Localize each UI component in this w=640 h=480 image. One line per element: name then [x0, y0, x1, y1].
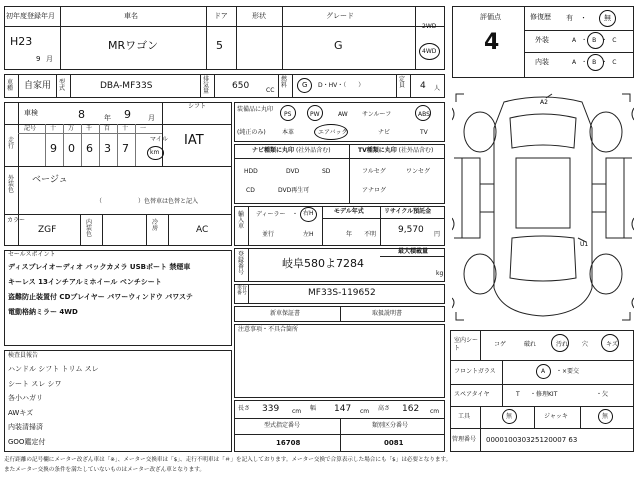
shift-label: シフト: [188, 103, 207, 110]
ac-label: 冷房: [152, 219, 159, 232]
equip-airbag-circle: [314, 124, 348, 140]
inspect-year: 8: [78, 108, 85, 121]
cc-unit: CC: [266, 87, 275, 94]
exterior-b-circle: [587, 32, 604, 49]
seat-item: 破れ: [524, 341, 537, 348]
interior-label: 内装: [535, 58, 549, 66]
class: 0081: [384, 439, 404, 447]
exterior-label: 外装: [535, 36, 549, 44]
color-no: ZGF: [38, 225, 57, 235]
chassis-label: 車台番号: [237, 285, 248, 296]
score-value: 4: [484, 30, 500, 55]
height: 162: [402, 404, 420, 414]
equipment-item: ナビ: [378, 129, 391, 136]
int-color-label: 内装色: [86, 219, 93, 238]
mark-a2: A2: [540, 99, 548, 106]
color-note: （ ）色替車は色替と記入: [96, 198, 199, 205]
warranty: 新車保証書: [270, 310, 301, 317]
repair-label: 修復歴: [530, 13, 551, 21]
footer-line2: またメーター交換の条件を満たしていないものはメーター改ざん車となります。: [4, 467, 205, 473]
ac: AC: [196, 225, 209, 235]
inspector-line: ハンドル シフト トリム スレ: [8, 365, 99, 373]
capacity-label: 定員: [399, 76, 406, 89]
equip-pw-circle: [307, 105, 323, 121]
doors: 5: [216, 39, 223, 52]
equipment-label: 装備品に丸印: [237, 106, 274, 113]
seat-item: 汚れ: [556, 341, 569, 348]
type: DBA-MF33S: [100, 81, 153, 91]
tv-item: ワンセグ: [406, 168, 431, 175]
spare-kit: ・修理KIT: [530, 391, 558, 398]
digit-header: 十: [122, 125, 129, 132]
chassis: MF33S-119652: [308, 288, 376, 298]
fuel-rest: D・HV・（ ）: [318, 82, 365, 89]
notes-block: [234, 324, 445, 398]
sales-line: 電動格納ミラー 4WD: [8, 308, 78, 316]
first-reg-month-unit: 月: [46, 55, 53, 63]
jack-label: ジャッキ: [544, 413, 568, 420]
mgmt: 000010030325120007 63: [486, 436, 578, 444]
spare-t: T: [516, 391, 520, 398]
inspector-line: シート スレ シワ: [8, 379, 62, 388]
grade: G: [334, 39, 343, 52]
sales-line: キーレス 13インチアルミホイール ベンチシート: [8, 278, 162, 286]
model-name: MRワゴン: [108, 39, 159, 52]
manual: 取扱説明書: [372, 310, 403, 317]
equipment-item: ABS: [418, 111, 430, 118]
spare-missing: ・欠: [596, 391, 609, 398]
mileage-digit: 0: [68, 142, 75, 155]
digit-header: 千: [86, 125, 93, 132]
height-label: 高さ: [378, 405, 391, 412]
import-label: 輸入車: [238, 211, 245, 230]
seat-item: コゲ: [494, 341, 507, 348]
capacity-unit: 人: [434, 85, 441, 92]
inspector-line: 各小ハガリ: [8, 394, 43, 402]
fuel-g: G: [302, 81, 308, 89]
repair-no: 無: [604, 14, 611, 22]
import-right: 右H: [303, 210, 314, 217]
footer-line1: 走行距離の記号欄にメーター改ざん車は「※」、メーター交換車は「$」、走行不明車は「＃」を記入しております。メーター交換で合算表示した場合にも「$」は必要となります。: [4, 457, 452, 463]
equipment-item: エアバック: [318, 129, 348, 136]
equip-abs-circle: [415, 105, 431, 121]
interior-b-circle: [587, 54, 604, 71]
import-left: 左H: [303, 231, 314, 238]
interior-opts: A・B・C: [572, 59, 622, 66]
digit-header: 十: [50, 125, 57, 132]
capacity: 4: [420, 81, 426, 91]
model-spec: 16708: [276, 439, 301, 447]
drive-2wd: 2WD: [422, 23, 437, 30]
color-no-label: カラー: [7, 217, 26, 224]
ext-color-label: 外装色: [8, 175, 15, 194]
inspect-year-unit: 年: [104, 114, 111, 122]
inspect-month-unit: 月: [148, 114, 155, 122]
width: 147: [334, 404, 352, 414]
glass-label: フロントガラス: [454, 368, 496, 375]
height-cm: cm: [430, 408, 440, 415]
navi-item: SD: [322, 168, 331, 175]
mgmt-label: 管理番号: [452, 436, 477, 443]
spare-label: スペアタイヤ: [454, 391, 490, 398]
width-cm: cm: [360, 408, 370, 415]
sales-line: ディスプレイオーディオ バックカメラ USBポート 禁煙車: [8, 263, 191, 271]
notes-label: 注意事項・不具合箇所: [238, 326, 299, 333]
seat-item: キズ: [606, 341, 618, 348]
import-dot: ・: [292, 211, 299, 218]
class-label: 類別区分番号: [372, 422, 409, 429]
equipment-item: AW: [338, 111, 348, 118]
score-label: 評価点: [480, 13, 501, 21]
glass-swap: ・×要交: [556, 368, 580, 375]
sales-label: セールスポイント: [8, 251, 56, 258]
shift: IAT: [184, 133, 204, 148]
length-cm: cm: [292, 408, 302, 415]
inspector-line: GOO鑑定付: [8, 437, 46, 446]
navi-item: CD: [246, 187, 255, 194]
recycle-label: リサイクル預託金: [384, 208, 432, 215]
tv-label: TV種類に丸印 (社外品含む): [358, 147, 434, 154]
inspector-line: AWキズ: [8, 408, 34, 417]
equip-ps-circle: [280, 105, 296, 121]
model-year-value: 年 不明: [346, 231, 377, 238]
mileage-digit: 7: [122, 142, 129, 155]
mark-u1: U1: [580, 241, 589, 248]
first-reg-label: 初年度登録年月: [6, 12, 55, 20]
tools-label: 工具: [458, 413, 471, 420]
seat-scratch-circle: [601, 334, 619, 352]
mileage-label: 走行: [8, 137, 15, 150]
exterior-opts: A・B・C: [572, 37, 622, 44]
fuel-label: 燃料: [281, 76, 288, 89]
tv-item: アナログ: [362, 187, 387, 194]
plate: 岐阜580よ7284: [282, 257, 364, 270]
digit-header: 万: [68, 125, 75, 132]
shape-label: 形状: [252, 12, 266, 20]
jack-none: 無: [602, 413, 609, 420]
inspect-label: 車検: [24, 109, 38, 117]
model-year-label: モデル年式: [334, 208, 364, 215]
tv-item: フルセグ: [362, 168, 386, 175]
ext-color-value: ベージュ: [32, 175, 68, 185]
type-label: 型式: [59, 79, 66, 92]
import-parallel: 並行: [262, 231, 275, 238]
navi-label: ナビ種類に丸印 (社外品含む): [252, 147, 331, 154]
equipment-item: TV: [420, 129, 428, 136]
drive-4wd: 4WD: [422, 48, 437, 55]
navi-item: DVD: [286, 168, 300, 175]
grade-label: グレード: [326, 12, 354, 20]
length-label: 長さ: [238, 405, 251, 412]
km: km: [150, 149, 160, 156]
equipment-item: PS: [284, 111, 292, 118]
glass-a: A: [541, 368, 546, 375]
digit-header: 記号: [24, 125, 37, 132]
width-label: 幅: [310, 405, 317, 412]
max-load-label: 最大積載量: [398, 248, 429, 255]
mileage-digit: 3: [104, 142, 111, 155]
digit-header: 一: [140, 125, 147, 132]
registration-label: 登録番号: [238, 251, 245, 276]
sales-line: 盗難防止装置付 CDプレイヤー パワーウィンドウ パワステ: [8, 293, 193, 301]
digit-header: 百: [104, 125, 111, 132]
seat-dirt-circle: [551, 334, 569, 352]
import-dealer: ディーラー: [256, 211, 286, 218]
kg: kg: [436, 270, 444, 277]
doors-label: ドア: [214, 12, 228, 20]
length: 339: [262, 404, 280, 414]
mileage-digit: 6: [86, 142, 93, 155]
model-name-label: 車名: [124, 12, 138, 20]
navi-item: DVD再生可: [278, 187, 310, 194]
equipment-sub: (純正のみ): [237, 129, 266, 136]
car-diagram: [452, 88, 634, 326]
seat-label: 室内シート: [454, 337, 479, 352]
kind-label: 車種: [7, 79, 14, 92]
inspector-label: 検査員報告: [8, 352, 39, 359]
equipment-item: サンルーフ: [362, 111, 392, 118]
mileage-digit: 9: [50, 142, 57, 155]
displacement: 650: [232, 81, 250, 91]
equipment-item: PW: [310, 111, 320, 118]
recycle-value: 9,570: [398, 225, 424, 235]
displacement-label: 排気量: [203, 76, 210, 95]
equipment-item: 本革: [282, 129, 295, 136]
repair-yes: 有: [566, 14, 573, 22]
navi-item: HDD: [244, 168, 258, 175]
yen: 円: [434, 231, 441, 238]
seat-item: 穴: [582, 341, 589, 348]
first-reg-era: H23: [10, 35, 33, 48]
mile-label: マイル: [150, 136, 168, 143]
inspector-line: 内装清掃済: [8, 423, 43, 431]
model-spec-label: 型式指定番号: [264, 422, 301, 429]
kind: 自家用: [24, 81, 52, 91]
tools-none: 無: [506, 413, 513, 420]
first-reg-month: 9: [36, 55, 41, 63]
inspect-month: 9: [124, 108, 131, 121]
